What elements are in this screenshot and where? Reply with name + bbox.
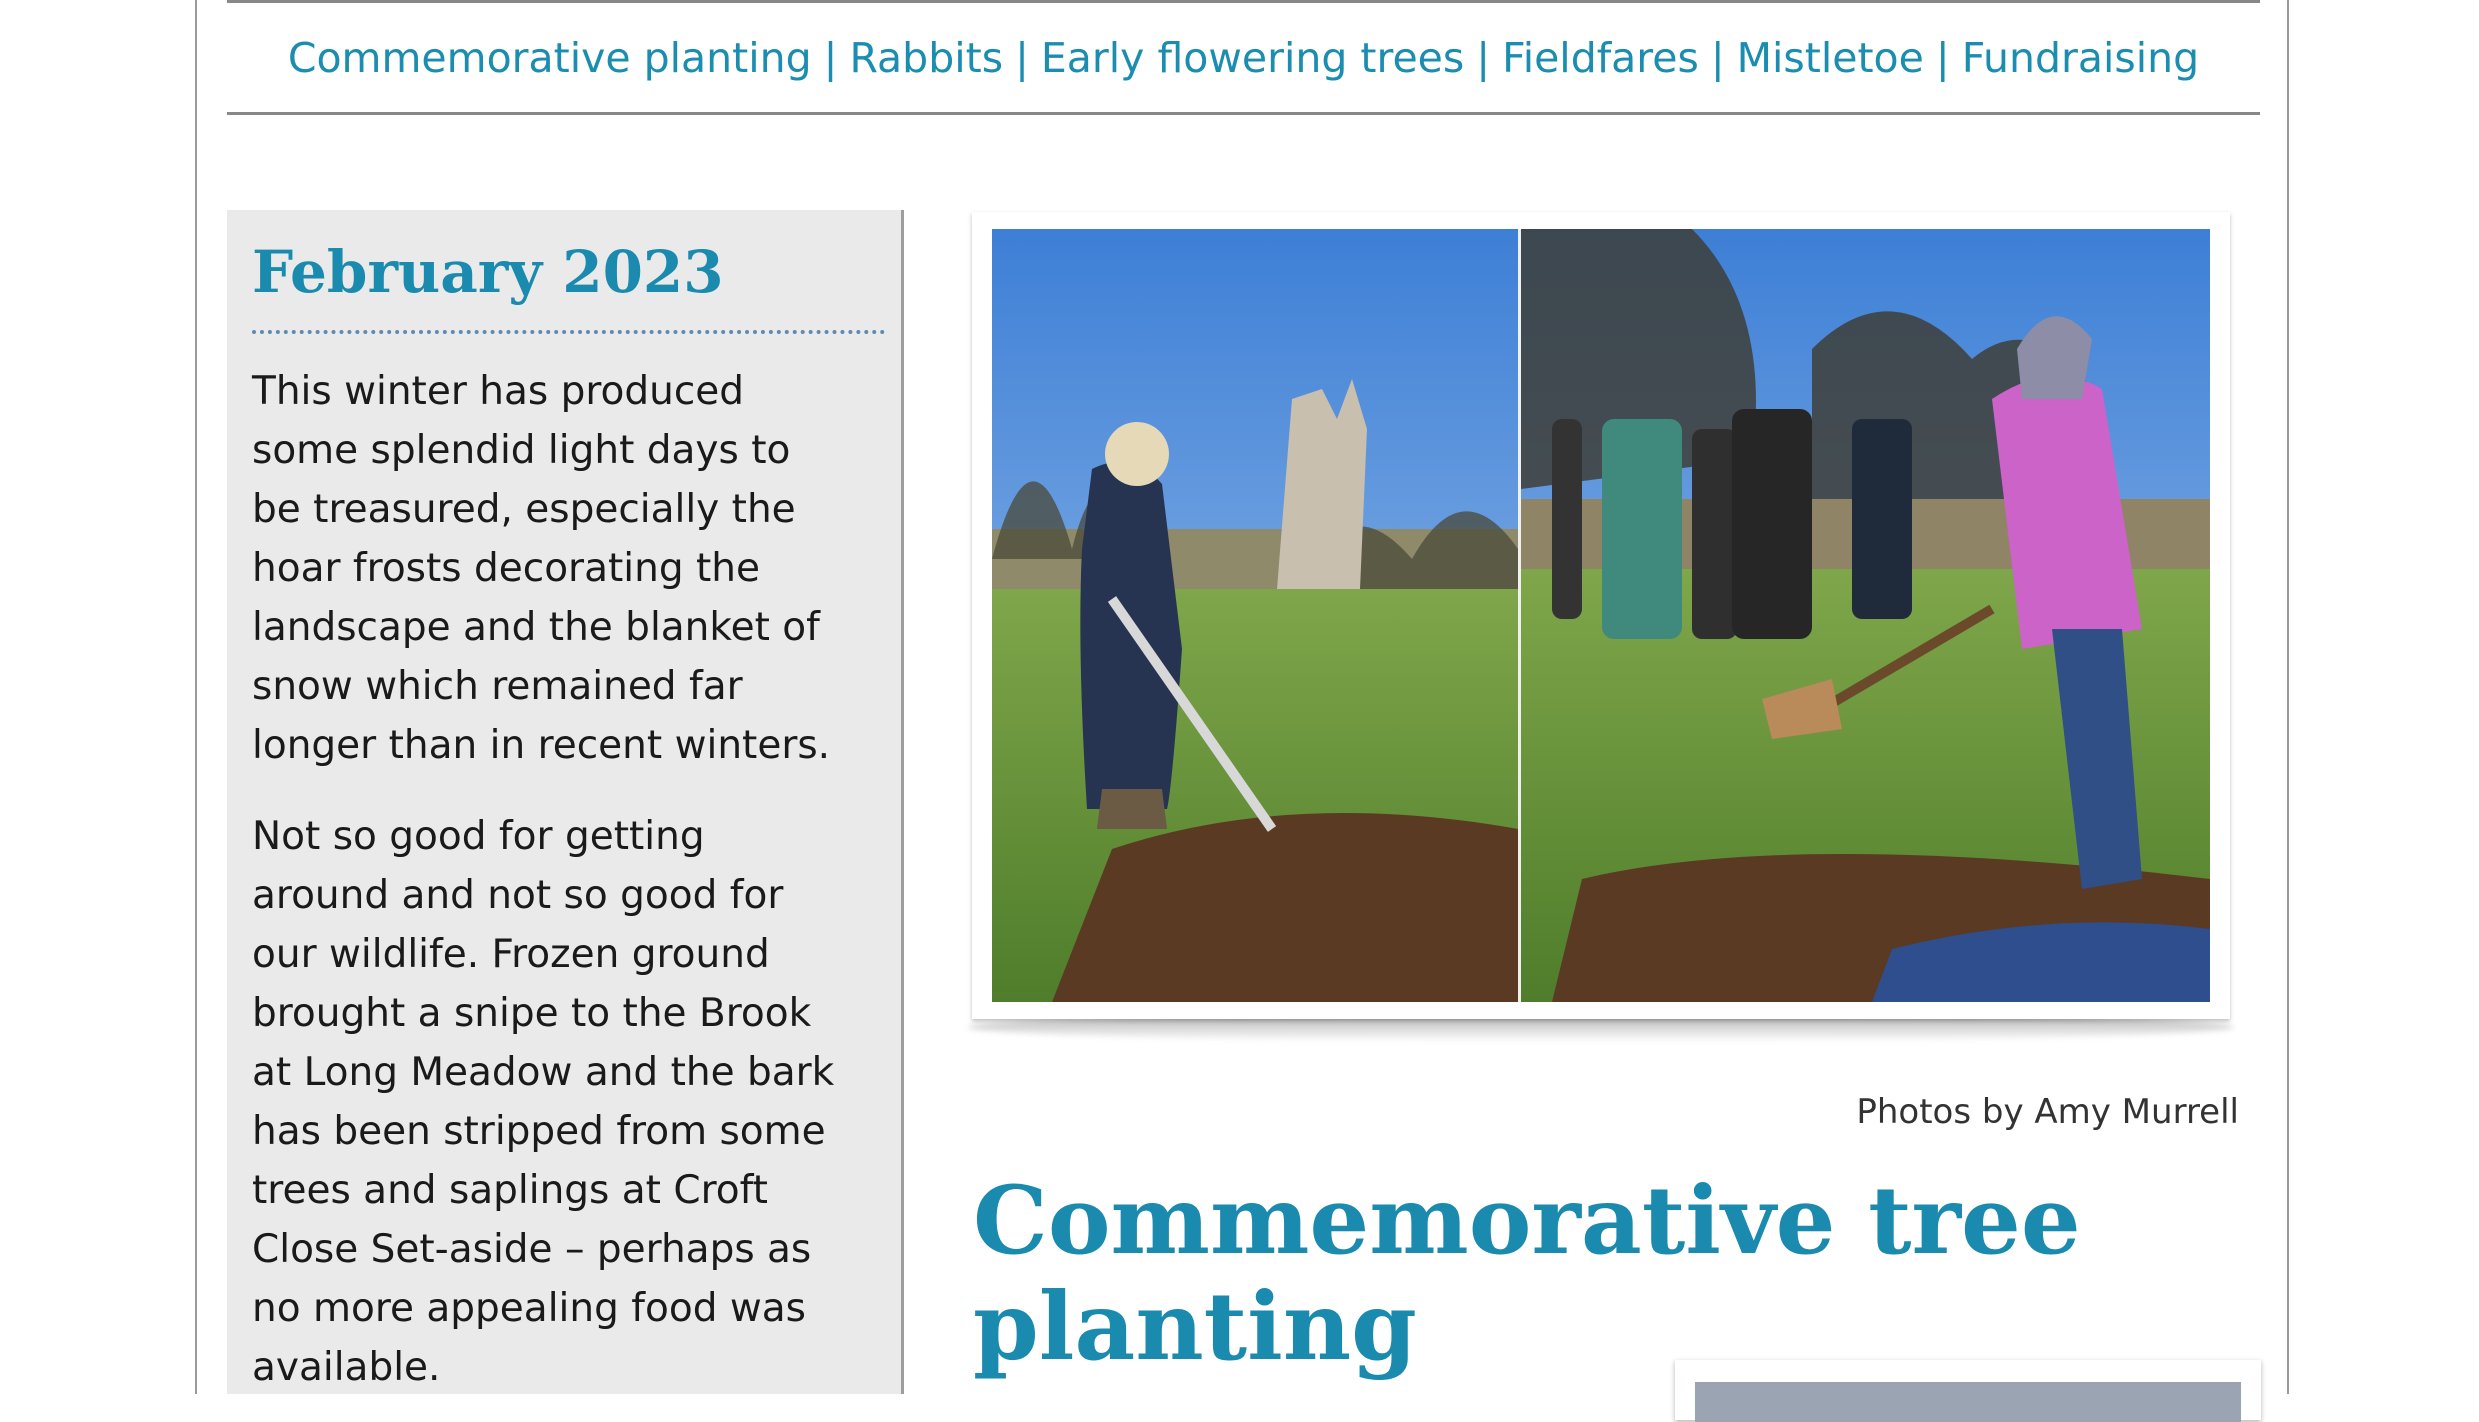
nav-link-early-flowering-trees[interactable]: Early flowering trees [1040, 33, 1465, 82]
nav-separator: | [1710, 33, 1725, 82]
nav-separator: | [823, 33, 838, 82]
nav-link-commemorative-planting[interactable]: Commemorative planting [287, 33, 812, 82]
tree-planting-photo [972, 212, 2230, 1019]
tree-planting-photo-image [992, 229, 2210, 1002]
sidebar-paragraph: Not so good for getting around and not so good for our wildlife. Frozen ground brought a snipe to the Brook at Long Meadow and the bark has been stripped from some trees and saplings at Croft Close Set-aside – perhaps as no more appealing food was available. [252, 814, 835, 1390]
nav-separator: | [1015, 33, 1029, 82]
article-title: Commemorative tree planting [973, 1166, 2081, 1382]
nav-separator: | [1935, 33, 1950, 82]
sidebar-title: February 2023 [252, 238, 724, 306]
sidebar-paragraph: This winter has produced some splendid light days to be treasured, especially the hoar frosts decorating the landscape and the blanket of snow which remained far longer than in recent winters. [252, 369, 831, 768]
sidebar-divider [252, 330, 885, 334]
secondary-photo [1675, 1360, 2261, 1420]
secondary-photo-image [1695, 1382, 2241, 1422]
sidebar [227, 210, 904, 1394]
nav-link-fundraising[interactable]: Fundraising [1961, 33, 2200, 82]
top-navigation [227, 0, 2260, 115]
nav-link-fieldfares[interactable]: Fieldfares [1502, 33, 1699, 82]
nav-separator: | [1476, 33, 1491, 82]
nav-link-rabbits[interactable]: Rabbits [849, 33, 1004, 82]
nav-link-mistletoe[interactable]: Mistletoe [1736, 33, 1924, 82]
photo-credit: Photos by Amy Murrell [1856, 1092, 2239, 1132]
